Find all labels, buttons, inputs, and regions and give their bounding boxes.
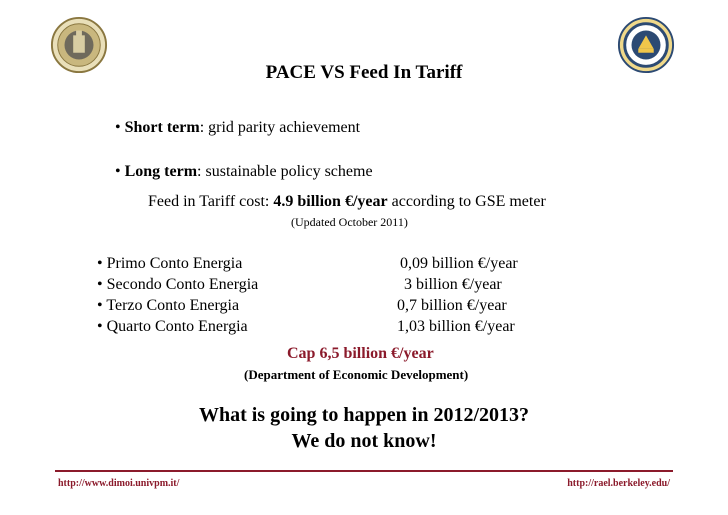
conto-name-terzo: • Terzo Conto Energia — [97, 297, 240, 314]
conto-value-terzo: 0,7 billion €/year — [397, 297, 507, 314]
footer-right-link[interactable]: http://rael.berkeley.edu/ — [567, 478, 670, 489]
fit-cost-prefix: Feed in Tariff cost: — [148, 193, 274, 210]
conto-value-secondo: 3 billion €/year — [404, 276, 502, 293]
update-note: (Updated October 2011) — [291, 215, 408, 229]
bullet-short-term: • Short term: grid parity achievement — [115, 119, 361, 136]
conto-name-quarto: • Quarto Conto Energia — [97, 318, 248, 335]
cap-amount: Cap 6,5 billion €/year — [287, 345, 434, 362]
long-term-text: : sustainable policy scheme — [197, 163, 373, 180]
question-block — [0, 402, 728, 454]
slide-title: PACE VS Feed In Tariff — [265, 62, 463, 83]
fit-cost-suffix: according to GSE meter — [387, 193, 546, 210]
conto-value-quarto: 1,03 billion €/year — [397, 318, 515, 335]
bullet-long-term: • Long term: sustainable policy scheme — [115, 163, 373, 180]
long-term-label: Long term — [124, 163, 198, 180]
footer-left-link[interactable]: http://www.dimoi.univpm.it/ — [58, 478, 180, 489]
conto-name-primo: • Primo Conto Energia — [97, 255, 243, 272]
short-term-text: : grid parity achievement — [199, 119, 361, 136]
fit-cost-amount: 4.9 billion €/year — [273, 193, 388, 210]
question-line-2: We do not know! — [291, 430, 437, 452]
feed-in-tariff-cost — [148, 193, 546, 211]
conto-name-secondo: • Secondo Conto Energia — [97, 276, 259, 293]
conto-energia-names — [97, 253, 258, 337]
conto-energia-values — [397, 253, 518, 337]
question-line-1: What is going to happen in 2012/2013? — [198, 404, 530, 426]
department-note: (Department of Economic Development) — [244, 367, 469, 382]
short-term-label: Short term — [124, 119, 200, 136]
conto-value-primo: 0,09 billion €/year — [400, 255, 518, 272]
footer-divider — [55, 470, 673, 472]
